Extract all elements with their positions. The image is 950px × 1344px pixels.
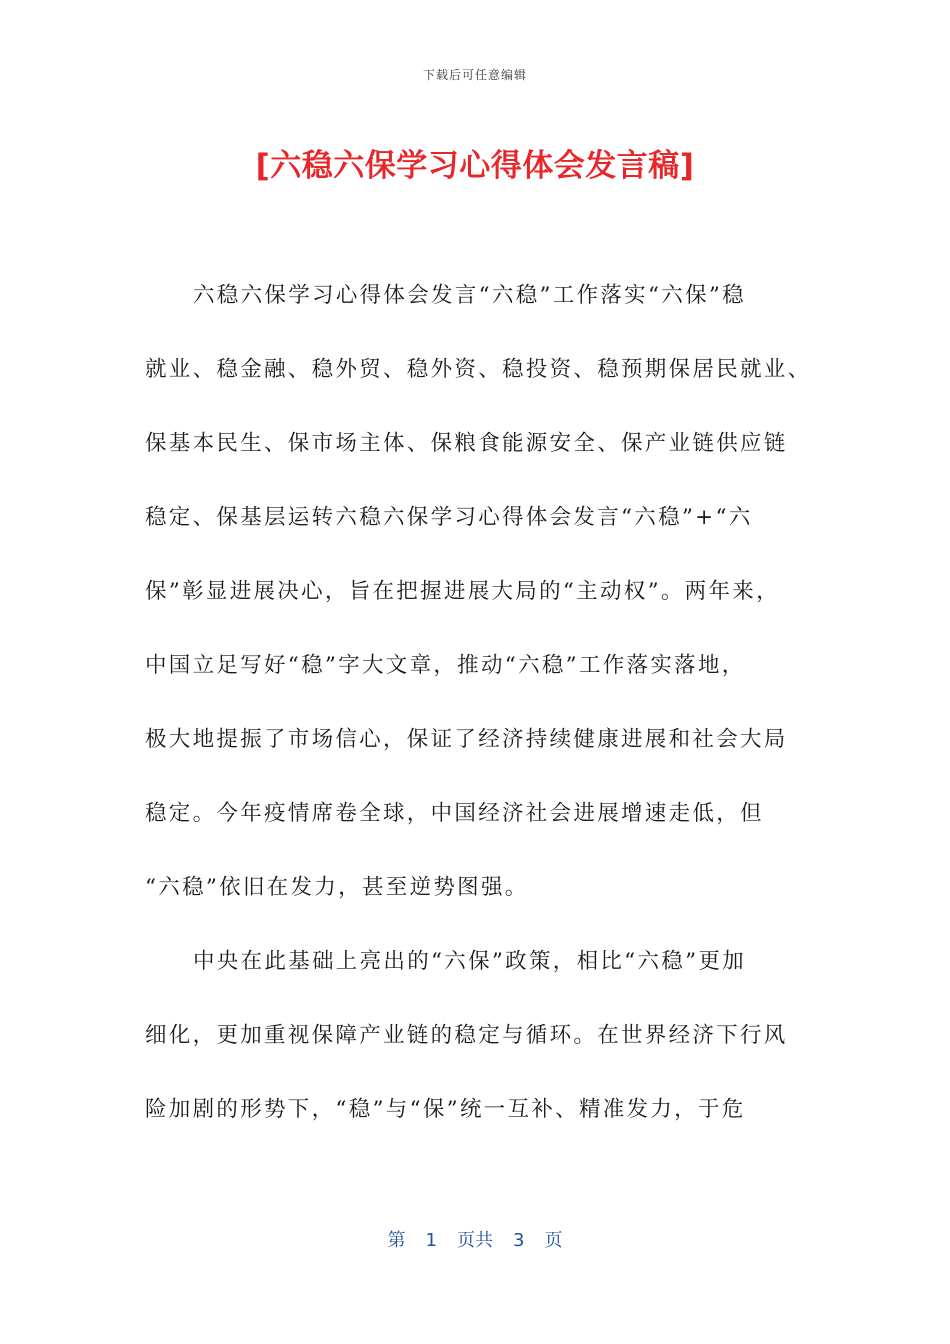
page-footer: [0, 1226, 950, 1252]
total-pages: 3: [513, 1230, 525, 1251]
page-number: 1: [425, 1230, 437, 1251]
paragraph-line: 就业、稳金融、稳外贸、稳外资、稳投资、稳预期保居民就业、: [145, 357, 812, 382]
paragraph-line: 六稳六保学习心得体会发言“六稳”工作落实“六保”稳: [193, 283, 746, 308]
page-label: 第: [387, 1230, 406, 1251]
document-body: [145, 266, 812, 1154]
paragraph-line: 稳定。今年疫情席卷全球，中国经济社会进展增速走低，但: [145, 801, 764, 826]
paragraph-line: 稳定、保基层运转六稳六保学习心得体会发言“六稳”+“六: [145, 505, 753, 530]
paragraph-line: 保基本民生、保市场主体、保粮食能源安全、保产业链供应链: [145, 431, 788, 456]
paragraph-line: 极大地提振了市场信心，保证了经济持续健康进展和社会大局: [145, 727, 788, 752]
document-title: [六稳六保学习心得体会发言稿]: [255, 148, 695, 184]
paragraph-line: 保”彰显进展决心，旨在把握进展大局的“主动权”。两年来，: [145, 579, 780, 604]
page-of-label: 页共: [457, 1230, 493, 1251]
paragraph-line: “六稳”依旧在发力，甚至逆势图强。: [145, 875, 529, 900]
header-note: 下载后可任意编辑: [422, 68, 527, 82]
paragraph-line: 险加剧的形势下，“稳”与“保”统一互补、精准发力，于危: [145, 1097, 746, 1122]
paragraph-line: 细化，更加重视保障产业链的稳定与循环。在世界经济下行风: [145, 1023, 788, 1048]
paragraph-line: 中国立足写好“稳”字大文章，推动“六稳”工作落实落地，: [145, 653, 746, 678]
page-end-label: 页: [544, 1230, 563, 1251]
paragraph-line: 中央在此基础上亮出的“六保”政策，相比“六稳”更加: [193, 949, 746, 974]
